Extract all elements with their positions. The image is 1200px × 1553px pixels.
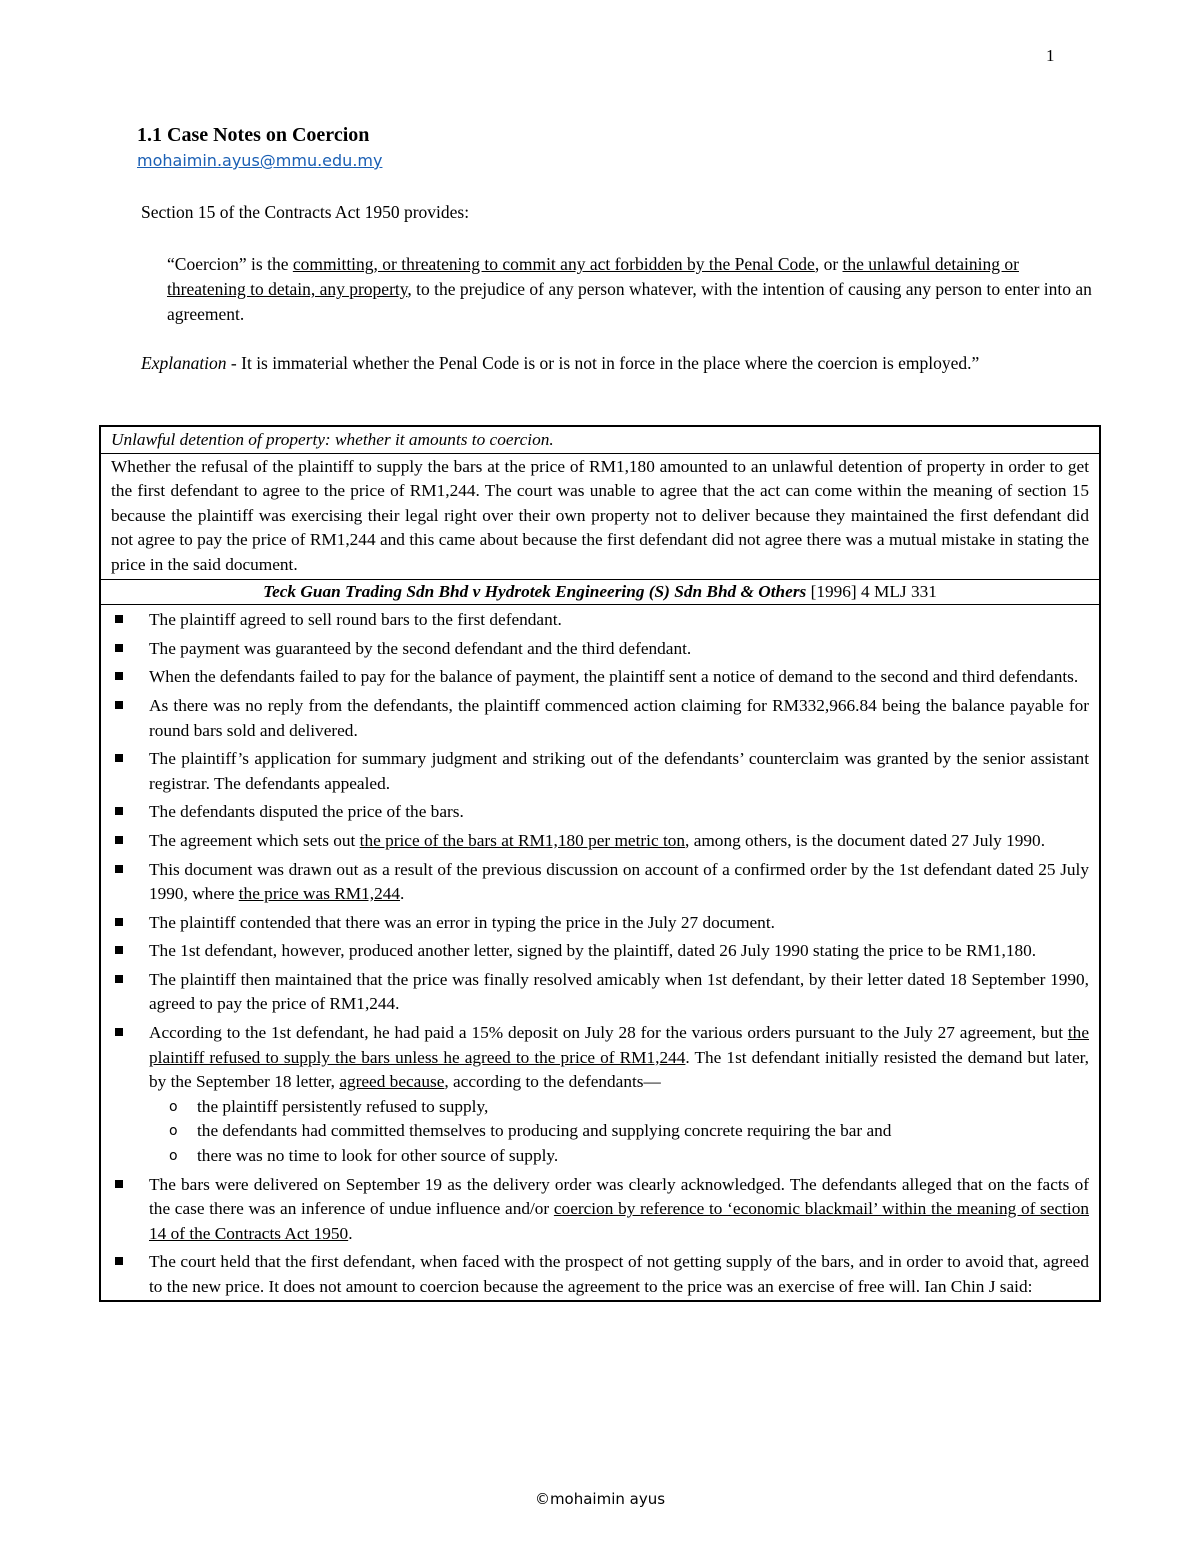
fact-text: The defendants disputed the price of the bars. xyxy=(149,802,464,822)
square-bullet-icon xyxy=(115,1180,123,1188)
fact-text: , among others, is the document dated 27 July 1990. xyxy=(685,830,1046,850)
list-item xyxy=(113,829,1089,854)
square-bullet-icon xyxy=(115,1028,123,1036)
list-item xyxy=(113,939,1089,964)
list-item xyxy=(113,608,1089,633)
quote-underlined-text: committing, or threatening to commit any act forbidden by the Penal Code xyxy=(292,254,815,274)
fact-underlined-text: the price of the bars at RM1,180 per metric ton xyxy=(359,830,686,850)
quote-text: , or xyxy=(814,254,843,274)
fact-text: According to the 1st defendant, he had paid a 15% deposit on July 28 for the various orders pursuant to the July 27 agreement, but xyxy=(149,1023,1068,1043)
fact-text: , according to the defendants— xyxy=(444,1072,661,1092)
quote-underlined-text: the unlawful detaining or threatening to detain, any property xyxy=(167,254,1019,299)
fact-text: The 1st defendant, however, produced another letter, signed by the plaintiff, dated 26 July 1990 stating the price to be RM1,180. xyxy=(149,941,1037,961)
fact-text: This document was drawn out as a result of the previous discussion on account of a confirmed order by the 1st defendant dated 25 July 1990, where xyxy=(149,859,1089,904)
explanation-label: Explanation xyxy=(141,353,227,373)
square-bullet-icon xyxy=(115,672,123,680)
square-bullet-icon xyxy=(115,975,123,983)
fact-underlined-text: the plaintiff refused to supply the bars unless he agreed to the price of RM1,244 xyxy=(149,1023,1089,1067)
quote-text: , to the prejudice of any person whatever, with the intention of causing any person to enter into an agreement. xyxy=(167,279,1092,324)
list-item xyxy=(113,1173,1089,1247)
list-item xyxy=(113,747,1089,796)
copyright-footer: ©mohaimin ayus xyxy=(534,1490,666,1508)
square-bullet-icon xyxy=(115,918,123,926)
list-item xyxy=(113,1021,1089,1169)
statute-quote xyxy=(167,252,1092,327)
list-item xyxy=(113,665,1089,690)
square-bullet-icon xyxy=(115,836,123,844)
list-item xyxy=(113,911,1089,936)
fact-text: When the defendants failed to pay for the balance of payment, the plaintiff sent a notice of demand to the second and third defendants. xyxy=(149,667,1079,687)
sub-list-item xyxy=(149,1095,1089,1120)
sub-fact-text: there was no time to look for other source of supply. xyxy=(197,1146,559,1166)
fact-text: . xyxy=(348,1223,353,1243)
fact-text: As there was no reply from the defendants, the plaintiff commenced action claiming for RM332,966.84 being the balance payable for round bars sold and delivered. xyxy=(149,695,1089,740)
square-bullet-icon xyxy=(115,1257,123,1265)
sub-list-item xyxy=(149,1119,1089,1144)
case-citation: [1996] 4 MLJ 331 xyxy=(806,581,937,601)
circle-bullet-icon: o xyxy=(169,1148,178,1165)
case-title-row xyxy=(101,580,1099,606)
square-bullet-icon xyxy=(115,865,123,873)
list-item xyxy=(113,694,1089,743)
fact-text: The plaintiff then maintained that the price was finally resolved amicably when 1st defendant, by their letter dated 18 September 1990, agreed to pay the price of RM1,244. xyxy=(149,969,1089,1014)
list-item xyxy=(113,1250,1089,1299)
fact-text: The plaintiff contended that there was an error in typing the price in the July 27 document. xyxy=(149,912,775,932)
list-item xyxy=(113,968,1089,1017)
sub-list-item xyxy=(149,1144,1089,1169)
fact-text: The payment was guaranteed by the second defendant and the third defendant. xyxy=(149,638,692,658)
case-name: Teck Guan Trading Sdn Bhd v Hydrotek Engineering (S) Sdn Bhd & Others xyxy=(263,581,807,601)
sub-list xyxy=(149,1095,1089,1169)
fact-underlined-text: agreed because xyxy=(339,1072,445,1092)
fact-text: The plaintiff’s application for summary judgment and striking out of the defendants’ counterclaim was granted by the senior assistant registrar. The defendants appealed. xyxy=(149,749,1089,793)
case-table xyxy=(99,425,1101,1302)
sub-fact-text: the plaintiff persistently refused to supply, xyxy=(197,1096,489,1116)
facts-list xyxy=(113,608,1089,1299)
summary-row: Whether the refusal of the plaintiff to supply the bars at the price of RM1,180 amounted to an unlawful detention of property in order to get the first defendant to agree to the price of RM1,244. The court was unable to agree that the act can come within the meaning of section 15 because the plaintiff was exercising their legal right over their own property not to deliver because they maintained the first defendant did not agree to pay the price of RM1,244 and this came about because the first defendant did not agree there was a mutual mistake in stating the price in the said document. xyxy=(101,454,1099,580)
issue-row: Unlawful detention of property: whether it amounts to coercion. xyxy=(101,427,1099,454)
sub-fact-text: the defendants had committed themselves to producing and supplying concrete requiring the bar and xyxy=(197,1121,892,1141)
fact-underlined-text: coercion by reference to ‘economic blackmail’ within the meaning of section 14 of the Contracts Act 1950 xyxy=(149,1199,1089,1243)
statute-explanation xyxy=(141,351,1081,376)
fact-text: . The 1st defendant initially resisted the demand but later, by the September 18 letter, xyxy=(149,1047,1089,1092)
square-bullet-icon xyxy=(115,615,123,623)
fact-text: The court held that the first defendant, when faced with the prospect of not getting supply of the bars, and in order to avoid that, agreed to the new price. It does not amount to coercion because the agreement to the price was an exercise of free will. Ian Chin J said: xyxy=(149,1252,1089,1296)
fact-text: The bars were delivered on September 19 as the delivery order was clearly acknowledged. The defendants alleged that on the facts of the case there was an inference of undue influence and/or xyxy=(149,1174,1089,1219)
fact-text: . xyxy=(400,884,405,904)
fact-underlined-text: the price was RM1,244 xyxy=(238,884,401,904)
square-bullet-icon xyxy=(115,807,123,815)
quote-text: “Coercion” is the xyxy=(167,254,293,274)
circle-bullet-icon: o xyxy=(169,1123,178,1140)
explanation-text: - It is immaterial whether the Penal Code is or is not in force in the place where the coercion is employed.” xyxy=(226,353,980,373)
square-bullet-icon xyxy=(115,754,123,762)
list-item xyxy=(113,858,1089,907)
square-bullet-icon xyxy=(115,946,123,954)
square-bullet-icon xyxy=(115,701,123,709)
square-bullet-icon xyxy=(115,644,123,652)
circle-bullet-icon: o xyxy=(169,1098,178,1115)
page-number: 1 xyxy=(1046,46,1055,65)
fact-text: The plaintiff agreed to sell round bars to the first defendant. xyxy=(149,610,562,630)
list-item xyxy=(113,800,1089,825)
author-email-link[interactable]: mohaimin.ayus@mmu.edu.my xyxy=(137,151,383,170)
fact-text: The agreement which sets out xyxy=(149,830,360,850)
list-item xyxy=(113,637,1089,662)
intro-text: Section 15 of the Contracts Act 1950 provides: xyxy=(141,202,470,222)
page-title: 1.1 Case Notes on Coercion xyxy=(137,124,370,146)
facts-row xyxy=(101,605,1099,1299)
